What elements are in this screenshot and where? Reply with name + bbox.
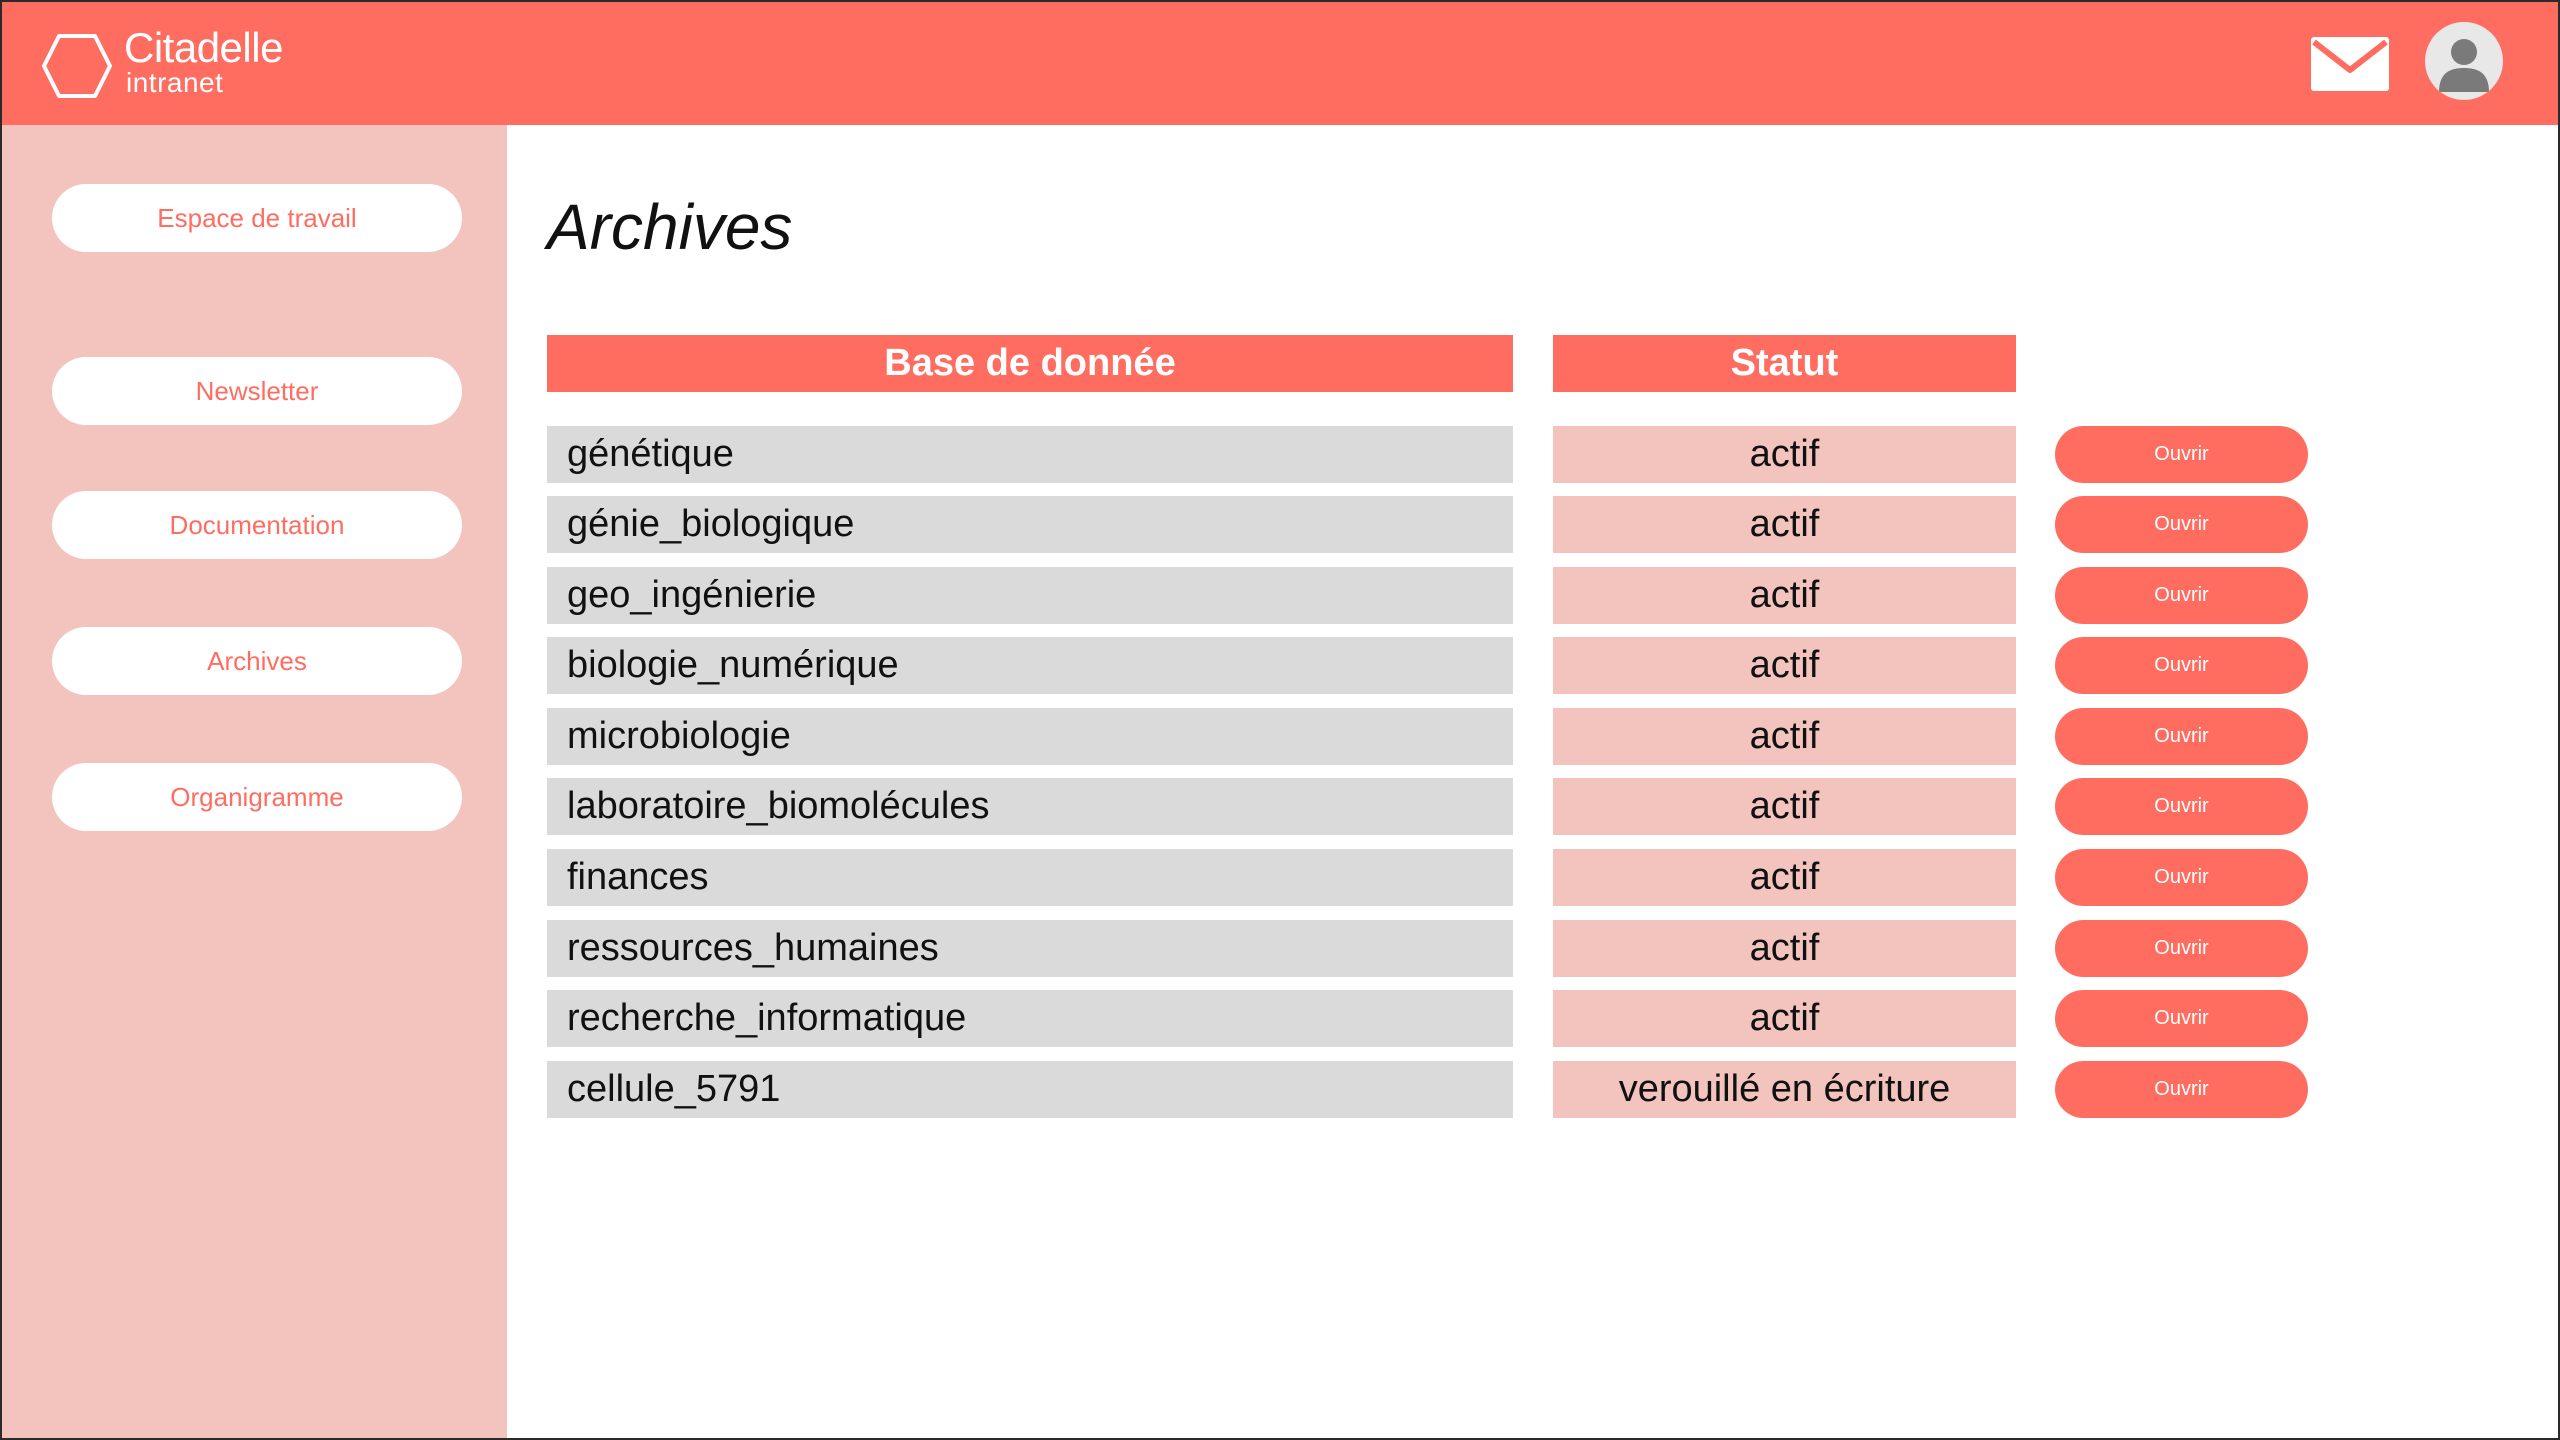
table-row-database: biologie_numérique [547,637,1513,694]
open-button[interactable]: Ouvrir [2055,708,2308,765]
table-row-database: laboratoire_biomolécules [547,778,1513,835]
user-avatar-icon[interactable] [2425,22,2503,100]
user-silhouette-icon [2425,22,2503,100]
table-row-status: actif [1553,708,2016,765]
column-header-database: Base de donnée [547,335,1513,392]
open-button[interactable]: Ouvrir [2055,778,2308,835]
table-row-status: actif [1553,567,2016,624]
table-row-status: actif [1553,496,2016,553]
table-row-status: verouillé en écriture [1553,1061,2016,1118]
open-button[interactable]: Ouvrir [2055,920,2308,977]
table-row-status: actif [1553,637,2016,694]
table-row-database: cellule_5791 [547,1061,1513,1118]
table-row-database: finances [547,849,1513,906]
table-row-database: génétique [547,426,1513,483]
table-row-status: actif [1553,849,2016,906]
open-button[interactable]: Ouvrir [2055,849,2308,906]
sidebar-item-archives[interactable]: Archives [52,627,462,695]
open-button[interactable]: Ouvrir [2055,567,2308,624]
table-row-status: actif [1553,920,2016,977]
page-title: Archives [547,191,793,263]
table-row-database: génie_biologique [547,496,1513,553]
top-bar [2,2,2558,125]
table-row-database: geo_ingénierie [547,567,1513,624]
open-button[interactable]: Ouvrir [2055,990,2308,1047]
logo-subtitle: intranet [126,67,224,98]
open-button[interactable]: Ouvrir [2055,637,2308,694]
sidebar-item-documentation[interactable]: Documentation [52,491,462,559]
table-row-database: ressources_humaines [547,920,1513,977]
table-row-database: recherche_informatique [547,990,1513,1047]
table-row-status: actif [1553,990,2016,1047]
table-row-status: actif [1553,778,2016,835]
sidebar-item-newsletter[interactable]: Newsletter [52,357,462,425]
open-button[interactable]: Ouvrir [2055,1061,2308,1118]
table-row-status: actif [1553,426,2016,483]
mail-icon[interactable] [2310,36,2390,92]
column-header-status: Statut [1553,335,2016,392]
sidebar [2,125,507,1438]
hexagon-logo-icon [41,33,113,99]
table-row-database: microbiologie [547,708,1513,765]
open-button[interactable]: Ouvrir [2055,426,2308,483]
logo-title: Citadelle [124,24,283,71]
sidebar-item-organigramme[interactable]: Organigramme [52,763,462,831]
open-button[interactable]: Ouvrir [2055,496,2308,553]
sidebar-item-espace-de-travail[interactable]: Espace de travail [52,184,462,252]
